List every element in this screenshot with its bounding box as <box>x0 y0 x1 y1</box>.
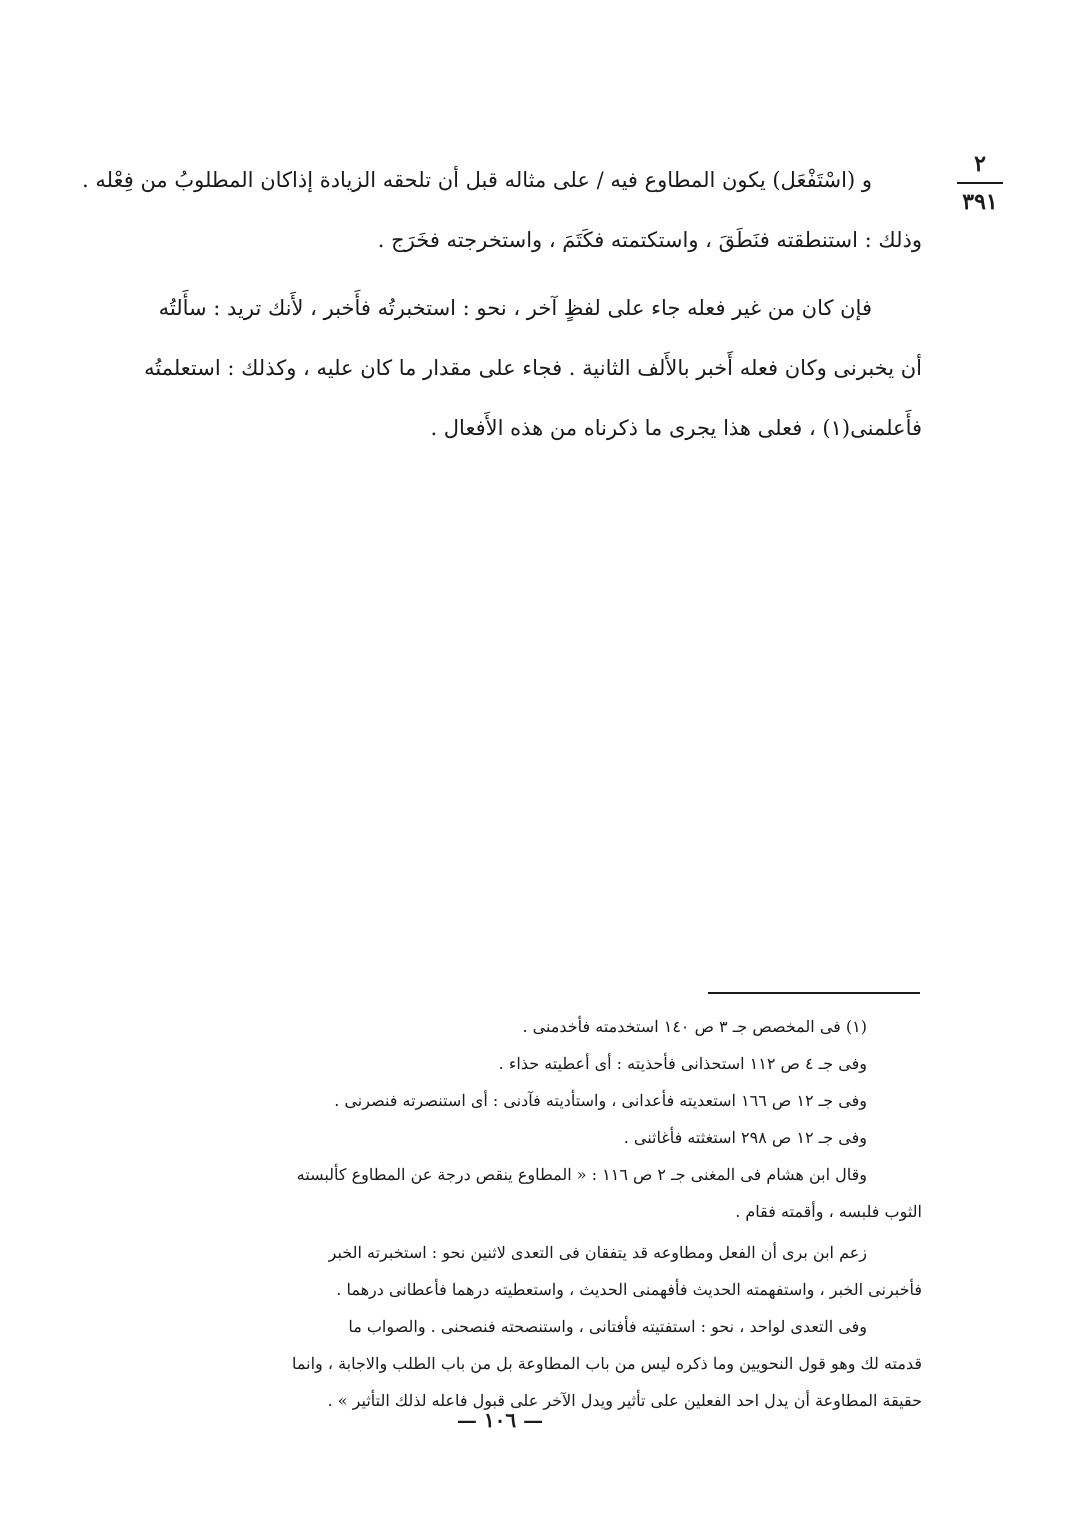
footnote-line: الثوب فلبسه ، وأقمته فقام . <box>735 1202 922 1221</box>
footnote-line: حقيقة المطاوعة أن يدل احد الفعلين على تأثير ويدل الآخر على قبول فاعله لذلك التأثير » . <box>327 1391 922 1410</box>
footnote-line: زعم ابن برى أن الفعل ومطاوعه قد يتفقان فى التعدى لاثنين نحو : استخبرته الخبر <box>328 1243 867 1262</box>
margin-rule <box>957 182 1003 184</box>
footnote-divider <box>708 992 920 994</box>
main-text <box>60 150 922 458</box>
footnote-line: قدمته لك وهو قول النحويين وما ذكره ليس من باب المطاوعة بل من باب الطلب والاجابة ، وانما <box>292 1354 922 1373</box>
footnote-line: وفى جـ ١٢ ص ٢٩٨ استغثته فأغاثنى . <box>623 1128 867 1147</box>
margin-reference <box>940 148 1020 218</box>
main-line: أن يخبرنى وكان فعله أَخبر بالأَلف الثانية . فجاء على مقدار ما كان عليه ، وكذلك : استعلمتُه <box>144 356 922 380</box>
main-line: فإن كان من غير فعله جاء على لفظٍ آخر ، نحو : استخبرتُه فأَخبر ، لأَنك تريد : سأَلتُه <box>158 296 872 320</box>
main-line: وذلك : استنطقته فنَطَقَ ، واستكتمته فكَتَمَ ، واستخرجته فخَرَج . <box>377 228 922 252</box>
footnote-line: وفى جـ ١٢ ص ١٦٦ استعديته فأعدانى ، واستأديته فآدنى : أى استنصرته فنصرنى . <box>334 1091 867 1110</box>
footnote-line: وفى التعدى لواحد ، نحو : استفتيته فأفتانى ، واستنصحته فنصحنى . والصواب ما <box>348 1317 867 1336</box>
footnotes <box>60 1008 922 1419</box>
footnote-line: وقال ابن هشام فى المغنى جـ ٢ ص ١١٦ : « المطاوع ينقص درجة عن المطاوع كألبسته <box>296 1165 867 1184</box>
footnote-line: وفى جـ ٤ ص ١١٢ استحذانى فأحذيته : أى أعطيته حذاء . <box>498 1054 867 1073</box>
footnote-line: فأخبرنى الخبر ، واستفهمته الحديث فأفهمنى الحديث ، واستعطيته درهما فأعطانى درهما . <box>336 1280 922 1299</box>
main-line: فأَعلمنى(١) ، فعلى هذا يجرى ما ذكرناه من هذه الأَفعال . <box>430 416 922 440</box>
main-line: و (اسْتَفْعَل) يكون المطاوع فيه / على مثاله قبل أن تلحقه الزيادة إذاكان المطلوبُ من فِعْله . <box>82 168 872 192</box>
margin-top-number: ٢ <box>974 151 986 177</box>
footnote-line: (١) فى المخصص جـ ٣ ص ١٤٠ استخدمته فأخدمنى . <box>522 1017 867 1036</box>
margin-bottom-number: ٣٩١ <box>962 189 998 215</box>
page-number: — ١٠٦ — <box>456 1408 544 1432</box>
